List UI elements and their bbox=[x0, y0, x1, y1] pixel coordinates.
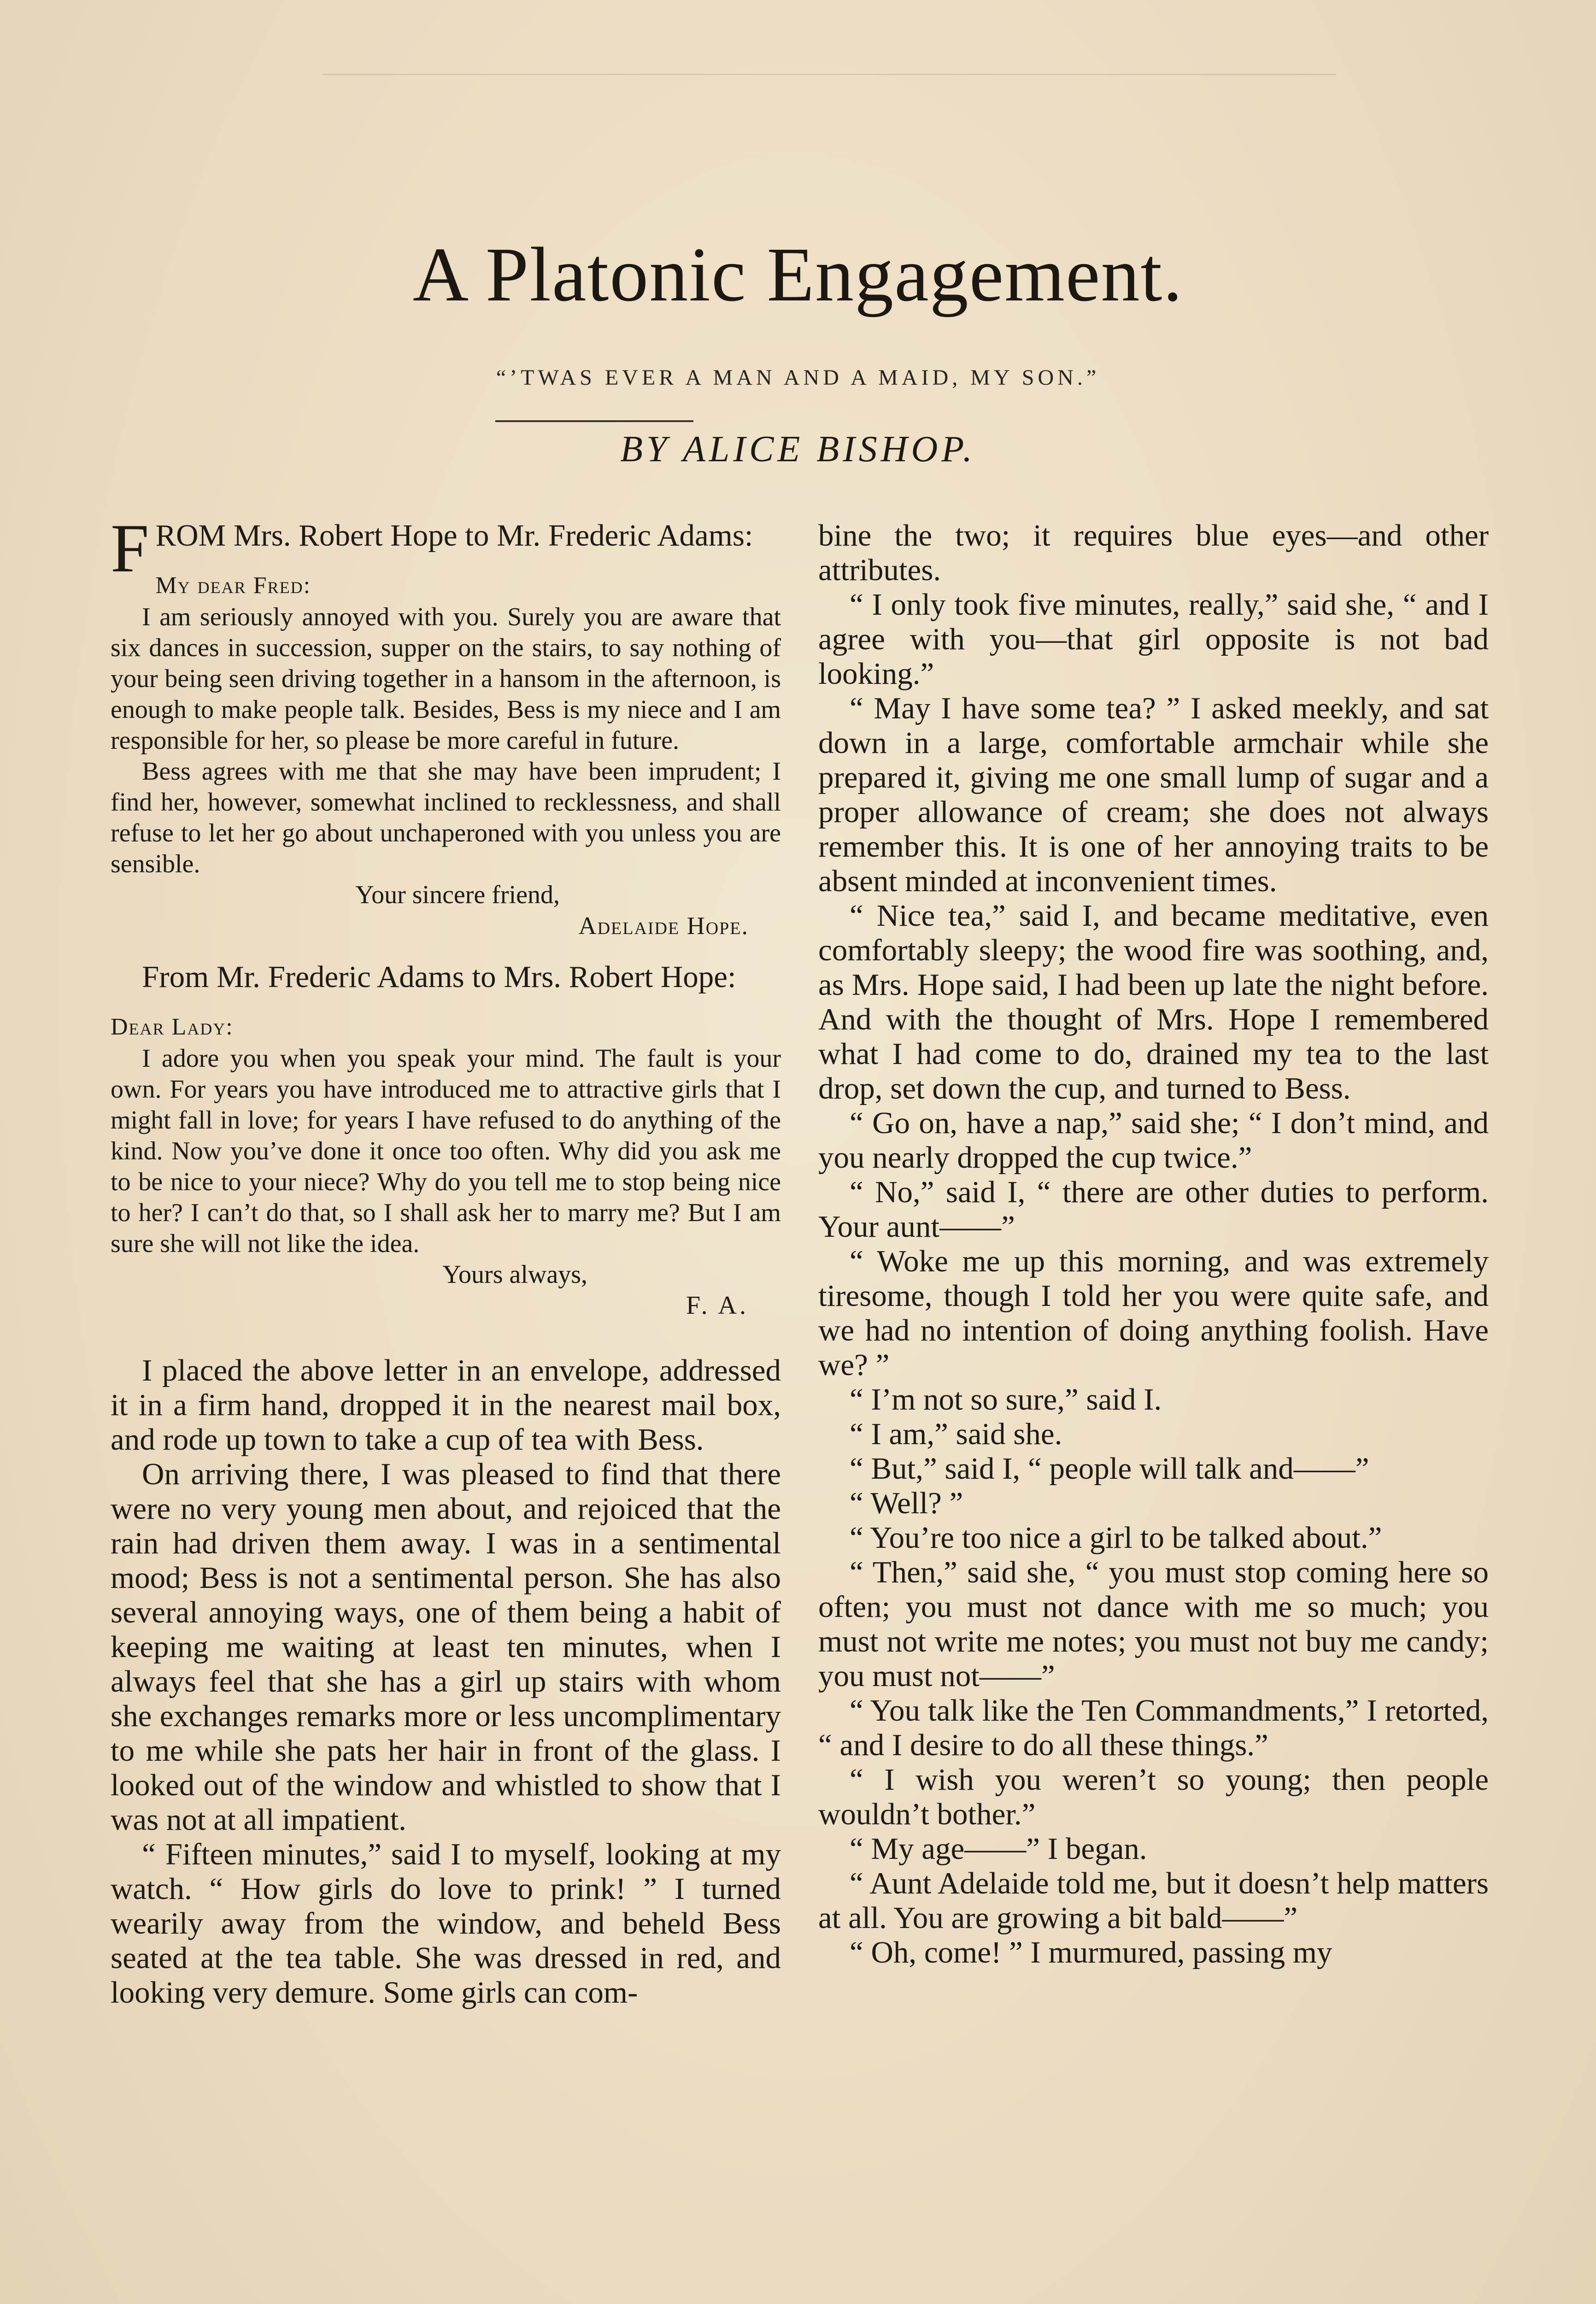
dialogue-paragraph: “ No,” said I, “ there are other duties to perform. Your aunt——” bbox=[818, 1175, 1489, 1244]
dialogue-paragraph: “ But,” said I, “ people will talk and——” bbox=[850, 1452, 1369, 1486]
dialogue-paragraph: “ I’m not so sure,” said I. bbox=[850, 1382, 1162, 1416]
letter1-closing: Your sincere friend, bbox=[355, 881, 560, 909]
narrative-paragraph: I placed the above letter in an envelope, addressed it in a firm hand, dropped it in the nearest mail box, and rode up town to take a cup of tea with Bess. bbox=[111, 1353, 781, 1457]
dialogue-paragraph: “ You talk like the Ten Commandments,” I retorted, “ and I desire to do all these things.” bbox=[818, 1693, 1489, 1762]
letter1-paragraph: I am seriously annoyed with you. Surely you are aware that six dances in succession, supper on the stairs, to say nothing of your being seen driving together in a hansom in the afternoon, is enough to make people talk. Besides, Bess is my niece and I am responsible for her, so please be more careful in future. bbox=[111, 603, 781, 755]
dialogue-paragraph: “ Go on, have a nap,” said she; “ I don’t mind, and you nearly dropped the cup twice.” bbox=[818, 1106, 1489, 1175]
title-divider bbox=[495, 420, 693, 422]
left-column bbox=[111, 510, 781, 2010]
dialogue-paragraph: “ Woke me up this morning, and was extremely tiresome, though I told her you were quite safe, and we had no intention of doing anything foolish. Have we? ” bbox=[818, 1244, 1489, 1382]
right-column bbox=[818, 518, 1489, 1970]
letter2-intro: From Mr. Frederic Adams to Mrs. Robert Hope: bbox=[142, 960, 736, 994]
dialogue-paragraph: “ Oh, come! ” I murmured, passing my bbox=[850, 1935, 1332, 1969]
article-byline: BY ALICE BISHOP. bbox=[620, 429, 976, 470]
letter1-salutation: My dear Fred: bbox=[155, 572, 311, 599]
letter1-paragraph: Bess agrees with me that she may have been imprudent; I find her, however, somewhat inclined to recklessness, and shall refuse to let her go about unchaperoned with you unless you are sensible. bbox=[111, 757, 781, 878]
letter2-paragraph: I adore you when you speak your mind. The fault is your own. For years you have introduced me to attractive girls that I might fall in love; for years I have refused to do anything of the kind. Now you’ve done it once too often. Why did you ask me to be nice to your niece? Why do you tell me to stop being nice to her? I can’t do that, so I shall ask her to marry me? But I am sure she will not like the idea. bbox=[111, 1044, 781, 1258]
letter1-intro-text: ROM Mrs. Robert Hope to Mr. Frederic Adams: bbox=[155, 518, 753, 552]
dialogue-paragraph: “ You’re too nice a girl to be talked about.” bbox=[850, 1521, 1382, 1555]
dialogue-paragraph: “ Nice tea,” said I, and became meditative, even comfortably sleepy; the wood fire was soothing, and, as Mrs. Hope said, I had been up late the night before. And with the thought of Mrs. Hope I remembered what I had come to do, drained my tea to the last drop, set down the cup, and turned to Bess. bbox=[818, 899, 1489, 1105]
article-title: A Platonic Engagement. bbox=[412, 232, 1184, 317]
dialogue-paragraph: “ Well? ” bbox=[850, 1486, 963, 1520]
dialogue-paragraph: “ My age——” I began. bbox=[850, 1832, 1147, 1866]
faded-header-bleed bbox=[323, 74, 1336, 75]
dialogue-paragraph: “ Then,” said she, “ you must stop coming here so often; you must not dance with me so much; you must not write me notes; you must not buy me candy; you must not——” bbox=[818, 1555, 1489, 1693]
dialogue-paragraph: “ May I have some tea? ” I asked meekly, and sat down in a large, comfortable armchair while she prepared it, giving me one small lump of sugar and a proper allowance of cream; she does not always remember this. It is one of her annoying traits to be absent minded at inconvenient times. bbox=[818, 691, 1489, 898]
narrative-paragraph: “ Fifteen minutes,” said I to myself, looking at my watch. “ How girls do love to prink! ” I turned wearily away from the window, and beheld Bess seated at the tea table. She was dressed in red, and looking very demure. Some girls can com- bbox=[111, 1837, 781, 2010]
drop-cap: F bbox=[111, 510, 149, 587]
article-subtitle: “’TWAS EVER A MAN AND A MAID, MY SON.” bbox=[496, 365, 1100, 390]
dialogue-paragraph: “ Aunt Adelaide told me, but it doesn’t help matters at all. You are growing a bit bald——” bbox=[818, 1866, 1489, 1935]
dialogue-paragraph: “ I am,” said she. bbox=[850, 1417, 1062, 1451]
letter2-closing: Yours always, bbox=[442, 1260, 587, 1289]
dialogue-paragraph: “ I wish you weren’t so young; then people wouldn’t bother.” bbox=[818, 1763, 1489, 1831]
narrative-paragraph: On arriving there, I was pleased to find that there were no very young men about, and rejoiced that the rain had driven them away. I was in a sentimental mood; Bess is not a sentimental person. She has also several annoying ways, one of them being a habit of keeping me waiting at least ten minutes, when I always feel that she has a girl up stairs with whom she exchanges remarks more or less uncomplimentary to me while she pats her hair in front of the glass. I looked out of the window and whistled to show that I was not at all impatient. bbox=[111, 1457, 781, 1837]
letter2-salutation: Dear Lady: bbox=[111, 1014, 234, 1040]
letter1-signature: Adelaide Hope. bbox=[578, 912, 749, 940]
continuation-text: bine the two; it requires blue eyes—and other attributes. bbox=[818, 518, 1489, 587]
dialogue-paragraph: “ I only took five minutes, really,” said she, “ and I agree with you—that girl opposite is not bad looking.” bbox=[818, 588, 1489, 691]
letter2-signature: F. A. bbox=[686, 1291, 749, 1320]
